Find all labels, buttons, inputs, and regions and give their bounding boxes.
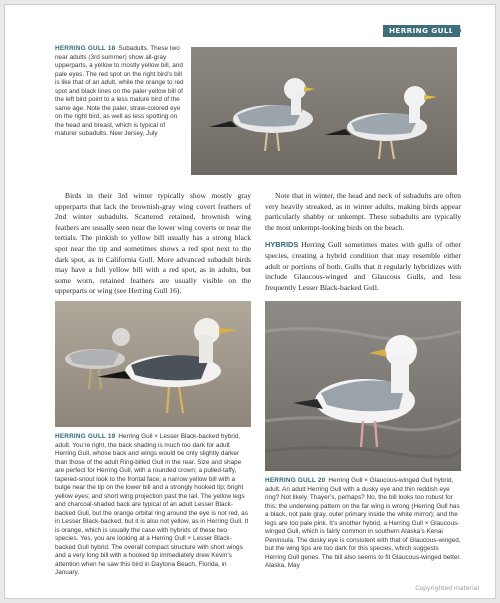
hybrids-heading: HYBRIDS — [265, 240, 299, 250]
hybrids-text: Herring Gull sometimes mates with gulls of other species, creating a hybrid condition that may resemble either adult or portions of both. Gulls that it regularly hybridizes with include Glaucous-winged and Glaucous Gulls, and less frequently Lesser Black-backed Gull. — [265, 240, 461, 292]
figure-20-text: Herring Gull × Glaucous-winged Gull hybrid, adult. An adult Herring Gull with a dusky eye and thin reddish eye ring? Not likely. Thayer’s, perhaps? No, the bill looks too robust for this; the underwing pattern on the far wing is wrong (Herring Gull has a black, not pale gray, outer primary inside the white mirror); and the legs are too pale pink. It’s another hybrid, a Herring Gull × Glaucous-winged Gull, which is fairly common in southern Alaska’s Kenai Peninsula. The dusky eye is consistent with that of Glaucous-winged, but the wing tips are too dark for this species, which suggests Herring Gull genes. The bill also seems to fit Glaucous-winged better. Alaska, May — [265, 477, 461, 569]
copyright-notice: Copyrighted material — [415, 585, 479, 592]
figure-18-label: HERRING GULL 18 — [55, 45, 116, 52]
body-text-right — [265, 191, 461, 293]
figure-19-photo — [55, 301, 251, 427]
figure-20-caption — [265, 477, 461, 571]
section-tab: HERRING GULL — [383, 25, 460, 37]
page-number: 95 — [451, 26, 462, 36]
body-text-left: Birds in their 3rd winter typically show mostly gray upperparts that lack the brownish-gray wing covert feathers of 2nd winter subadults. Scattered retained, brownish wing feathers are usually seen near the lower wing coverts or near the tertials. The pinkish to yellow bill usually has a strong black spot near the tip and sometimes shows a red spot next to the dark spot, as in California Gull. More advanced subadult birds may have a full yellow bill with a red spot, as in adults, but some worn, retained feathers are usually visible on the upperparts or wing (see Herring Gull 16). — [55, 191, 251, 296]
figure-18-text: Subadults. These two near adults (3rd summer) show all-gray upperparts, a yellow to mostly yellow bill, and pale eyes. The red spot on the right bird’s bill is like that of an adult, while the orange to red spot and black lines on the paler yellow bill of the left bird point to a less mature bird of the same age. Note the paler, straw-colored eye on the right bird, as well as less spotting on the head and breast, which is typical of maturer subadults. New Jersey, July — [55, 45, 184, 137]
figure-18-caption — [55, 45, 187, 139]
figure-18-photo — [191, 47, 457, 175]
figure-19-label: HERRING GULL 19 — [55, 433, 116, 440]
figure-19-caption — [55, 433, 251, 578]
body-text-right-paragraph: Note that in winter, the head and neck of subadults are often very heavily streaked, as in winter adults, making birds appear particularly shabby or unkempt. These subadults are typically the most unkempt-looking birds on the beach. — [265, 191, 461, 232]
figure-20-photo — [265, 301, 461, 471]
hybrids-paragraph — [265, 240, 461, 293]
figure-20-label: HERRING GULL 20 — [265, 477, 326, 484]
book-page — [4, 4, 496, 599]
figure-19-text: Herring Gull × Lesser Black-backed hybrid, adult. You’re right, the back shading is much too dark for adult Herring Gull, whose back and wings would be only slightly darker than those of the adult Ring-billed Gull in the rear. Size and shape are perfect for Herring Gull, with a rounded crown; a pulled-taffy, tapered-snout look to the frontal face; a narrow yellow bill with a bulge near the tip on the lower bill and a strongly hooked tip; bright yellow eyes; and short wing projection past the tail. The yellow legs and charcoal-shaded back are typical of an adult Lesser Black-backed Gull, but the orange orbital ring around the eye is not red, as in Lesser Black-backed, but it is also not yellow, as in Herring Gull. It is orange, which is usually the case with hybrids of these two species. Yes, you are looking at a Herring Gull × Lesser Black-backed Gull hybrid. The overall compact structure with short wings and a very long bill with a hooked tip immediately drew Kevin’s attention when he saw this bird in Daytona Beach, Florida, in January. — [55, 433, 249, 576]
